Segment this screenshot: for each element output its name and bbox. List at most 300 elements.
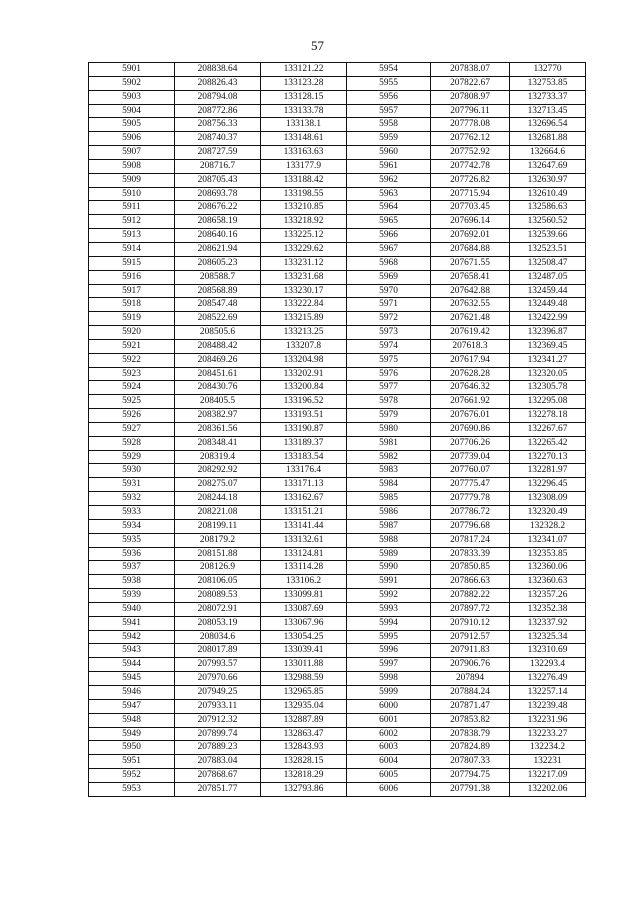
y-coordinate-left-cell: 133099.81 [261, 589, 347, 603]
y-coordinate-left-cell: 133213.25 [261, 326, 347, 340]
x-coordinate-right-cell: 207619.42 [431, 326, 510, 340]
x-coordinate-right-cell: 207794.75 [431, 769, 510, 783]
point-number-left-cell: 5934 [89, 519, 175, 533]
point-number-right-cell: 5959 [347, 132, 431, 146]
point-number-right-cell: 5955 [347, 76, 431, 90]
x-coordinate-left-cell: 208106.05 [175, 575, 261, 589]
y-coordinate-left-cell: 133087.69 [261, 602, 347, 616]
table-row [89, 741, 586, 755]
y-coordinate-right-cell: 132270.13 [510, 450, 586, 464]
x-coordinate-right-cell: 207632.55 [431, 298, 510, 312]
table-row [89, 242, 586, 256]
x-coordinate-left-cell: 208640.16 [175, 229, 261, 243]
point-number-right-cell: 6000 [347, 699, 431, 713]
y-coordinate-left-cell: 133124.81 [261, 547, 347, 561]
table-row [89, 478, 586, 492]
y-coordinate-right-cell: 132523.51 [510, 242, 586, 256]
point-number-right-cell: 5990 [347, 561, 431, 575]
point-number-right-cell: 6005 [347, 769, 431, 783]
point-number-left-cell: 5944 [89, 658, 175, 672]
x-coordinate-right-cell: 207838.07 [431, 63, 510, 77]
y-coordinate-left-cell: 133193.51 [261, 409, 347, 423]
table-row [89, 506, 586, 520]
y-coordinate-left-cell: 133229.62 [261, 242, 347, 256]
x-coordinate-right-cell: 207906.76 [431, 658, 510, 672]
y-coordinate-right-cell: 132630.97 [510, 173, 586, 187]
point-number-left-cell: 5953 [89, 782, 175, 796]
y-coordinate-right-cell: 132352.38 [510, 602, 586, 616]
table-row [89, 658, 586, 672]
coordinates-table [88, 62, 586, 797]
table-row [89, 685, 586, 699]
point-number-right-cell: 5961 [347, 159, 431, 173]
point-number-left-cell: 5922 [89, 353, 175, 367]
point-number-right-cell: 5962 [347, 173, 431, 187]
y-coordinate-left-cell: 133189.37 [261, 436, 347, 450]
point-number-right-cell: 5991 [347, 575, 431, 589]
y-coordinate-left-cell: 133011.88 [261, 658, 347, 672]
point-number-left-cell: 5917 [89, 284, 175, 298]
y-coordinate-right-cell: 132341.27 [510, 353, 586, 367]
point-number-right-cell: 5974 [347, 339, 431, 353]
point-number-left-cell: 5901 [89, 63, 175, 77]
y-coordinate-right-cell: 132265.42 [510, 436, 586, 450]
y-coordinate-right-cell: 132217.09 [510, 769, 586, 783]
y-coordinate-right-cell: 132487.05 [510, 270, 586, 284]
x-coordinate-left-cell: 208469.26 [175, 353, 261, 367]
x-coordinate-left-cell: 208053.19 [175, 616, 261, 630]
x-coordinate-right-cell: 207894 [431, 672, 510, 686]
point-number-left-cell: 5910 [89, 187, 175, 201]
x-coordinate-left-cell: 208522.69 [175, 312, 261, 326]
point-number-left-cell: 5915 [89, 256, 175, 270]
table-row [89, 187, 586, 201]
point-number-left-cell: 5949 [89, 727, 175, 741]
y-coordinate-left-cell: 133218.92 [261, 215, 347, 229]
y-coordinate-left-cell: 133176.4 [261, 464, 347, 478]
y-coordinate-right-cell: 132353.85 [510, 547, 586, 561]
table-row [89, 755, 586, 769]
y-coordinate-left-cell: 133202.91 [261, 367, 347, 381]
x-coordinate-left-cell: 208126.9 [175, 561, 261, 575]
y-coordinate-right-cell: 132233.27 [510, 727, 586, 741]
y-coordinate-right-cell: 132586.63 [510, 201, 586, 215]
table-row [89, 769, 586, 783]
y-coordinate-right-cell: 132508.47 [510, 256, 586, 270]
x-coordinate-left-cell: 208676.22 [175, 201, 261, 215]
y-coordinate-left-cell: 133039.41 [261, 644, 347, 658]
point-number-right-cell: 5988 [347, 533, 431, 547]
point-number-right-cell: 5979 [347, 409, 431, 423]
table-row [89, 672, 586, 686]
point-number-right-cell: 5970 [347, 284, 431, 298]
point-number-right-cell: 5965 [347, 215, 431, 229]
x-coordinate-right-cell: 207824.89 [431, 741, 510, 755]
point-number-left-cell: 5920 [89, 326, 175, 340]
point-number-left-cell: 5918 [89, 298, 175, 312]
y-coordinate-left-cell: 133128.15 [261, 90, 347, 104]
x-coordinate-left-cell: 208034.6 [175, 630, 261, 644]
y-coordinate-left-cell: 133231.68 [261, 270, 347, 284]
x-coordinate-right-cell: 207742.78 [431, 159, 510, 173]
point-number-right-cell: 5954 [347, 63, 431, 77]
x-coordinate-left-cell: 208727.59 [175, 146, 261, 160]
point-number-left-cell: 5919 [89, 312, 175, 326]
point-number-left-cell: 5951 [89, 755, 175, 769]
y-coordinate-left-cell: 132818.29 [261, 769, 347, 783]
y-coordinate-left-cell: 133132.61 [261, 533, 347, 547]
table-row [89, 713, 586, 727]
x-coordinate-left-cell: 208151.88 [175, 547, 261, 561]
point-number-left-cell: 5929 [89, 450, 175, 464]
x-coordinate-left-cell: 208716.7 [175, 159, 261, 173]
point-number-right-cell: 5999 [347, 685, 431, 699]
y-coordinate-left-cell: 133123.28 [261, 76, 347, 90]
point-number-right-cell: 5971 [347, 298, 431, 312]
x-coordinate-left-cell: 208292.92 [175, 464, 261, 478]
x-coordinate-right-cell: 207866.63 [431, 575, 510, 589]
point-number-left-cell: 5928 [89, 436, 175, 450]
x-coordinate-left-cell: 208405.5 [175, 395, 261, 409]
y-coordinate-right-cell: 132449.48 [510, 298, 586, 312]
table-row [89, 533, 586, 547]
y-coordinate-right-cell: 132267.67 [510, 422, 586, 436]
y-coordinate-left-cell: 133171.13 [261, 478, 347, 492]
x-coordinate-left-cell: 207899.74 [175, 727, 261, 741]
x-coordinate-right-cell: 207897.72 [431, 602, 510, 616]
x-coordinate-left-cell: 208794.08 [175, 90, 261, 104]
y-coordinate-right-cell: 132310.69 [510, 644, 586, 658]
y-coordinate-right-cell: 132308.09 [510, 492, 586, 506]
y-coordinate-left-cell: 133196.52 [261, 395, 347, 409]
point-number-right-cell: 6002 [347, 727, 431, 741]
table-row [89, 118, 586, 132]
x-coordinate-left-cell: 208588.7 [175, 270, 261, 284]
point-number-right-cell: 5982 [347, 450, 431, 464]
point-number-right-cell: 5966 [347, 229, 431, 243]
y-coordinate-left-cell: 133114.28 [261, 561, 347, 575]
point-number-left-cell: 5933 [89, 506, 175, 520]
x-coordinate-right-cell: 207621.48 [431, 312, 510, 326]
y-coordinate-left-cell: 133207.8 [261, 339, 347, 353]
y-coordinate-left-cell: 133190.87 [261, 422, 347, 436]
y-coordinate-left-cell: 132935.04 [261, 699, 347, 713]
y-coordinate-left-cell: 132887.89 [261, 713, 347, 727]
x-coordinate-left-cell: 208756.33 [175, 118, 261, 132]
point-number-right-cell: 5995 [347, 630, 431, 644]
y-coordinate-right-cell: 132296.45 [510, 478, 586, 492]
point-number-left-cell: 5906 [89, 132, 175, 146]
table-row [89, 298, 586, 312]
y-coordinate-right-cell: 132337.92 [510, 616, 586, 630]
y-coordinate-right-cell: 132239.48 [510, 699, 586, 713]
x-coordinate-right-cell: 207791.38 [431, 782, 510, 796]
x-coordinate-left-cell: 207912.32 [175, 713, 261, 727]
table-row [89, 450, 586, 464]
point-number-right-cell: 5957 [347, 104, 431, 118]
table-row [89, 256, 586, 270]
coordinates-table-body [89, 63, 586, 797]
table-row [89, 63, 586, 77]
x-coordinate-right-cell: 207853.82 [431, 713, 510, 727]
y-coordinate-right-cell: 132357.26 [510, 589, 586, 603]
y-coordinate-right-cell: 132320.05 [510, 367, 586, 381]
point-number-left-cell: 5946 [89, 685, 175, 699]
y-coordinate-left-cell: 133163.63 [261, 146, 347, 160]
point-number-right-cell: 6003 [347, 741, 431, 755]
y-coordinate-left-cell: 133198.55 [261, 187, 347, 201]
table-row [89, 547, 586, 561]
table-row [89, 90, 586, 104]
y-coordinate-right-cell: 132647.69 [510, 159, 586, 173]
point-number-right-cell: 5978 [347, 395, 431, 409]
point-number-left-cell: 5948 [89, 713, 175, 727]
x-coordinate-right-cell: 207775.47 [431, 478, 510, 492]
point-number-right-cell: 5963 [347, 187, 431, 201]
point-number-right-cell: 5996 [347, 644, 431, 658]
point-number-right-cell: 5964 [347, 201, 431, 215]
x-coordinate-right-cell: 207690.86 [431, 422, 510, 436]
x-coordinate-left-cell: 207883.04 [175, 755, 261, 769]
y-coordinate-right-cell: 132231 [510, 755, 586, 769]
point-number-left-cell: 5937 [89, 561, 175, 575]
x-coordinate-right-cell: 207703.45 [431, 201, 510, 215]
point-number-left-cell: 5914 [89, 242, 175, 256]
y-coordinate-right-cell: 132360.06 [510, 561, 586, 575]
table-row [89, 561, 586, 575]
table-row [89, 284, 586, 298]
x-coordinate-right-cell: 207658.41 [431, 270, 510, 284]
y-coordinate-right-cell: 132539.66 [510, 229, 586, 243]
page-number: 57 [311, 38, 324, 53]
table-row [89, 132, 586, 146]
x-coordinate-right-cell: 207808.97 [431, 90, 510, 104]
point-number-left-cell: 5950 [89, 741, 175, 755]
x-coordinate-right-cell: 207752.92 [431, 146, 510, 160]
table-row [89, 602, 586, 616]
x-coordinate-right-cell: 207786.72 [431, 506, 510, 520]
x-coordinate-left-cell: 207970.66 [175, 672, 261, 686]
x-coordinate-right-cell: 207684.88 [431, 242, 510, 256]
point-number-left-cell: 5912 [89, 215, 175, 229]
x-coordinate-right-cell: 207661.92 [431, 395, 510, 409]
table-row [89, 104, 586, 118]
point-number-left-cell: 5932 [89, 492, 175, 506]
point-number-right-cell: 5984 [347, 478, 431, 492]
x-coordinate-left-cell: 208382.97 [175, 409, 261, 423]
table-row [89, 229, 586, 243]
point-number-right-cell: 5997 [347, 658, 431, 672]
point-number-right-cell: 5989 [347, 547, 431, 561]
table-row [89, 159, 586, 173]
x-coordinate-left-cell: 208568.89 [175, 284, 261, 298]
y-coordinate-left-cell: 133215.89 [261, 312, 347, 326]
point-number-left-cell: 5911 [89, 201, 175, 215]
point-number-left-cell: 5907 [89, 146, 175, 160]
y-coordinate-left-cell: 133141.44 [261, 519, 347, 533]
point-number-right-cell: 5994 [347, 616, 431, 630]
x-coordinate-right-cell: 207910.12 [431, 616, 510, 630]
x-coordinate-right-cell: 207778.08 [431, 118, 510, 132]
point-number-left-cell: 5935 [89, 533, 175, 547]
x-coordinate-left-cell: 208605.23 [175, 256, 261, 270]
x-coordinate-left-cell: 207868.67 [175, 769, 261, 783]
x-coordinate-right-cell: 207628.28 [431, 367, 510, 381]
table-row [89, 409, 586, 423]
y-coordinate-right-cell: 132293.4 [510, 658, 586, 672]
point-number-right-cell: 5980 [347, 422, 431, 436]
y-coordinate-right-cell: 132770 [510, 63, 586, 77]
y-coordinate-left-cell: 132843.93 [261, 741, 347, 755]
y-coordinate-right-cell: 132733.37 [510, 90, 586, 104]
table-row [89, 201, 586, 215]
table-row [89, 422, 586, 436]
table-row [89, 644, 586, 658]
y-coordinate-left-cell: 133222.84 [261, 298, 347, 312]
point-number-left-cell: 5925 [89, 395, 175, 409]
y-coordinate-left-cell: 133148.61 [261, 132, 347, 146]
y-coordinate-right-cell: 132328.2 [510, 519, 586, 533]
x-coordinate-left-cell: 207851.77 [175, 782, 261, 796]
x-coordinate-right-cell: 207838.79 [431, 727, 510, 741]
x-coordinate-left-cell: 207889.23 [175, 741, 261, 755]
x-coordinate-left-cell: 208838.64 [175, 63, 261, 77]
x-coordinate-left-cell: 208221.08 [175, 506, 261, 520]
y-coordinate-left-cell: 133162.67 [261, 492, 347, 506]
x-coordinate-right-cell: 207696.14 [431, 215, 510, 229]
x-coordinate-right-cell: 207912.57 [431, 630, 510, 644]
table-row [89, 782, 586, 796]
y-coordinate-right-cell: 132234.2 [510, 741, 586, 755]
point-number-left-cell: 5931 [89, 478, 175, 492]
y-coordinate-left-cell: 133106.2 [261, 575, 347, 589]
x-coordinate-right-cell: 207911.83 [431, 644, 510, 658]
y-coordinate-left-cell: 133067.96 [261, 616, 347, 630]
point-number-left-cell: 5927 [89, 422, 175, 436]
table-row [89, 616, 586, 630]
y-coordinate-right-cell: 132664.6 [510, 146, 586, 160]
point-number-right-cell: 5972 [347, 312, 431, 326]
x-coordinate-left-cell: 208361.56 [175, 422, 261, 436]
point-number-left-cell: 5943 [89, 644, 175, 658]
x-coordinate-left-cell: 208319.4 [175, 450, 261, 464]
table-row [89, 270, 586, 284]
x-coordinate-left-cell: 208488.42 [175, 339, 261, 353]
y-coordinate-left-cell: 133138.1 [261, 118, 347, 132]
y-coordinate-right-cell: 132459.44 [510, 284, 586, 298]
x-coordinate-right-cell: 207671.55 [431, 256, 510, 270]
point-number-left-cell: 5916 [89, 270, 175, 284]
point-number-left-cell: 5923 [89, 367, 175, 381]
y-coordinate-left-cell: 133200.84 [261, 381, 347, 395]
y-coordinate-right-cell: 132560.52 [510, 215, 586, 229]
x-coordinate-left-cell: 208693.78 [175, 187, 261, 201]
table-row [89, 367, 586, 381]
table-row [89, 173, 586, 187]
y-coordinate-left-cell: 133210.85 [261, 201, 347, 215]
x-coordinate-right-cell: 207796.11 [431, 104, 510, 118]
x-coordinate-right-cell: 207822.67 [431, 76, 510, 90]
table-row [89, 589, 586, 603]
table-row [89, 464, 586, 478]
x-coordinate-right-cell: 207692.01 [431, 229, 510, 243]
table-row [89, 339, 586, 353]
x-coordinate-left-cell: 208826.43 [175, 76, 261, 90]
x-coordinate-left-cell: 208658.19 [175, 215, 261, 229]
y-coordinate-left-cell: 133225.12 [261, 229, 347, 243]
x-coordinate-right-cell: 207760.07 [431, 464, 510, 478]
point-number-left-cell: 5941 [89, 616, 175, 630]
point-number-left-cell: 5924 [89, 381, 175, 395]
y-coordinate-right-cell: 132276.49 [510, 672, 586, 686]
x-coordinate-left-cell: 208621.94 [175, 242, 261, 256]
x-coordinate-left-cell: 208451.61 [175, 367, 261, 381]
x-coordinate-left-cell: 208772.86 [175, 104, 261, 118]
y-coordinate-right-cell: 132753.85 [510, 76, 586, 90]
y-coordinate-right-cell: 132422.99 [510, 312, 586, 326]
point-number-right-cell: 5956 [347, 90, 431, 104]
y-coordinate-left-cell: 133177.9 [261, 159, 347, 173]
y-coordinate-left-cell: 133133.78 [261, 104, 347, 118]
x-coordinate-left-cell: 208072.91 [175, 602, 261, 616]
x-coordinate-right-cell: 207739.04 [431, 450, 510, 464]
point-number-left-cell: 5909 [89, 173, 175, 187]
x-coordinate-left-cell: 208179.2 [175, 533, 261, 547]
point-number-left-cell: 5913 [89, 229, 175, 243]
x-coordinate-right-cell: 207646.32 [431, 381, 510, 395]
y-coordinate-left-cell: 133151.21 [261, 506, 347, 520]
x-coordinate-left-cell: 208740.37 [175, 132, 261, 146]
y-coordinate-right-cell: 132341.07 [510, 533, 586, 547]
x-coordinate-right-cell: 207884.24 [431, 685, 510, 699]
x-coordinate-right-cell: 207618.3 [431, 339, 510, 353]
table-row [89, 575, 586, 589]
point-number-left-cell: 5908 [89, 159, 175, 173]
y-coordinate-left-cell: 132828.15 [261, 755, 347, 769]
point-number-right-cell: 5977 [347, 381, 431, 395]
point-number-left-cell: 5952 [89, 769, 175, 783]
x-coordinate-left-cell: 208505.6 [175, 326, 261, 340]
x-coordinate-right-cell: 207706.26 [431, 436, 510, 450]
point-number-right-cell: 5975 [347, 353, 431, 367]
y-coordinate-right-cell: 132696.54 [510, 118, 586, 132]
y-coordinate-left-cell: 133183.54 [261, 450, 347, 464]
table-row [89, 146, 586, 160]
x-coordinate-left-cell: 208089.53 [175, 589, 261, 603]
x-coordinate-right-cell: 207850.85 [431, 561, 510, 575]
table-row [89, 326, 586, 340]
point-number-right-cell: 5987 [347, 519, 431, 533]
x-coordinate-left-cell: 208199.11 [175, 519, 261, 533]
table-row [89, 630, 586, 644]
table-row [89, 215, 586, 229]
point-number-right-cell: 5960 [347, 146, 431, 160]
table-row [89, 395, 586, 409]
point-number-left-cell: 5921 [89, 339, 175, 353]
point-number-right-cell: 5993 [347, 602, 431, 616]
x-coordinate-right-cell: 207833.39 [431, 547, 510, 561]
point-number-right-cell: 6004 [347, 755, 431, 769]
point-number-right-cell: 5998 [347, 672, 431, 686]
x-coordinate-right-cell: 207796.68 [431, 519, 510, 533]
x-coordinate-left-cell: 207993.57 [175, 658, 261, 672]
point-number-left-cell: 5936 [89, 547, 175, 561]
table-row [89, 312, 586, 326]
x-coordinate-right-cell: 207807.33 [431, 755, 510, 769]
x-coordinate-right-cell: 207676.01 [431, 409, 510, 423]
y-coordinate-right-cell: 132320.49 [510, 506, 586, 520]
y-coordinate-right-cell: 132681.88 [510, 132, 586, 146]
